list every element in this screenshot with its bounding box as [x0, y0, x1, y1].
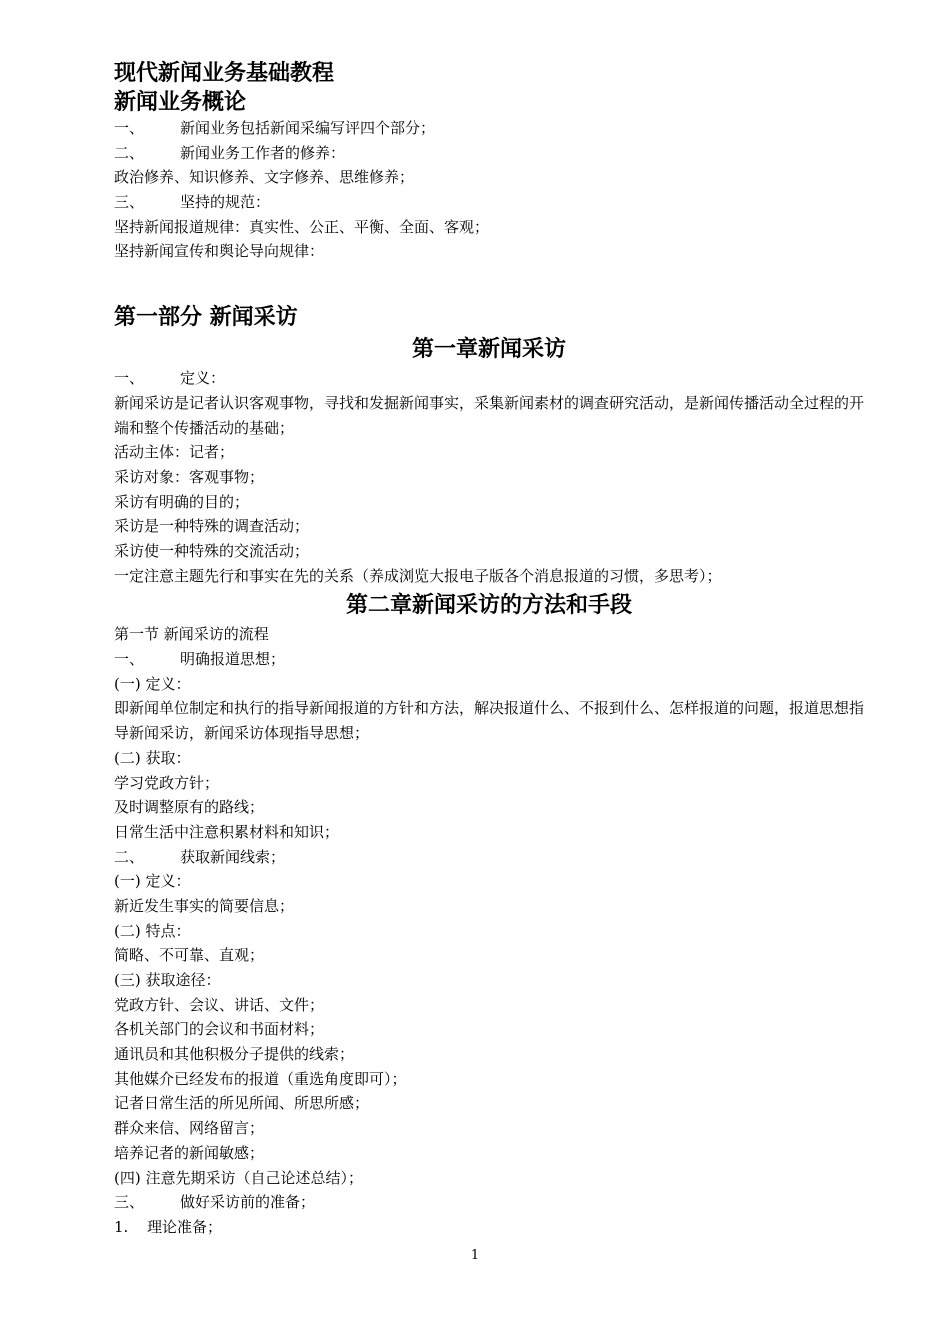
document-title: 现代新闻业务基础教程 [114, 60, 335, 86]
body-line: (四) 注意先期采访（自己论述总结）； [114, 1168, 363, 1187]
intro-heading: 新闻业务概论 [114, 89, 247, 115]
intro-line [114, 116, 864, 141]
list-text: 做好采访前的准备； [180, 1193, 316, 1212]
list-number: 一、 [114, 650, 145, 669]
body-line: 采访是一种特殊的调查活动； [114, 517, 310, 536]
list-number: 一、 [114, 369, 145, 388]
list-text: 坚持的规范： [180, 193, 271, 212]
list-item [114, 647, 864, 672]
list-number: 二、 [114, 143, 145, 162]
body-line: 采访使一种特殊的交流活动； [114, 541, 310, 560]
body-line: 采访对象：客观事物； [114, 467, 265, 486]
list-text: 定义： [180, 369, 226, 388]
body-line: 群众来信、网络留言； [114, 1119, 265, 1138]
list-item [114, 1190, 864, 1215]
intro-line: 坚持新闻报道规律：真实性、公正、平衡、全面、客观； [114, 217, 490, 236]
page-number: 1 [470, 1248, 480, 1263]
list-number: 三、 [114, 1193, 145, 1212]
list-number: 二、 [114, 847, 145, 866]
part-heading: 第一部分 新闻采访 [114, 304, 298, 331]
body-line: (一) 定义： [114, 872, 191, 891]
body-line: 党政方针、会议、讲话、文件； [114, 995, 325, 1014]
list-text: 新闻业务工作者的修养： [180, 143, 346, 162]
definition-paragraph: 即新闻单位制定和执行的指导新闻报道的方针和方法，解决报道什么、不报到什么、怎样报道的问题，报道思想指导新闻采访，新闻采访体现指导思想； [114, 699, 865, 743]
body-line: 记者日常生活的所见所闻、所思所感； [114, 1094, 370, 1113]
list-number: 三、 [114, 193, 145, 212]
intro-line [114, 190, 864, 215]
definition-line [114, 366, 864, 391]
definition-paragraph: 新闻采访是记者认识客观事物，寻找和发掘新闻事实，采集新闻素材的调查研究活动，是新闻传播活动全过程的开端和整个传播活动的基础； [114, 393, 865, 437]
body-line: (二) 获取： [114, 748, 191, 767]
list-item [114, 1215, 864, 1240]
list-text: 新闻业务包括新闻采编写评四个部分； [180, 119, 436, 137]
list-text: 明确报道思想； [180, 650, 286, 669]
section-heading: 第一节 新闻采访的流程 [114, 625, 269, 644]
body-line: 采访有明确的目的； [114, 492, 250, 511]
body-line: 及时调整原有的路线； [114, 798, 265, 817]
list-number: 一、 [114, 119, 145, 137]
body-line: (二) 特点： [114, 921, 191, 940]
body-line: 日常生活中注意积累材料和知识； [114, 822, 340, 841]
body-line: 新近发生事实的简要信息； [114, 896, 295, 915]
chapter-heading: 第一章新闻采访 [411, 336, 566, 363]
body-line: 简略、不可靠、直观； [114, 946, 265, 965]
body-line: 一定注意主题先行和事实在先的关系（养成浏览大报电子版各个消息报道的习惯，多思考）； [114, 566, 722, 585]
body-line: 通讯员和其他积极分子提供的线索； [114, 1045, 355, 1064]
body-line: 各机关部门的会议和书面材料； [114, 1020, 325, 1039]
body-line: (一) 定义： [114, 674, 191, 693]
body-line: 其他媒介已经发布的报道（重选角度即可）； [114, 1069, 407, 1088]
list-number: 1. [114, 1217, 129, 1236]
body-line: 学习党政方针； [114, 773, 220, 792]
body-line: 培养记者的新闻敏感； [114, 1143, 265, 1162]
document-page [114, 58, 864, 1240]
list-text: 获取新闻线索； [180, 847, 286, 866]
body-line: (三) 获取途径： [114, 971, 221, 989]
chapter-heading: 第二章新闻采访的方法和手段 [345, 592, 632, 619]
intro-line: 坚持新闻宣传和舆论导向规律： [114, 242, 325, 261]
intro-line [114, 141, 864, 166]
list-text: 理论准备； [147, 1217, 223, 1236]
list-item [114, 845, 864, 870]
body-line: 活动主体：记者； [114, 443, 235, 462]
intro-line: 政治修养、知识修养、文字修养、思维修养； [114, 168, 415, 187]
